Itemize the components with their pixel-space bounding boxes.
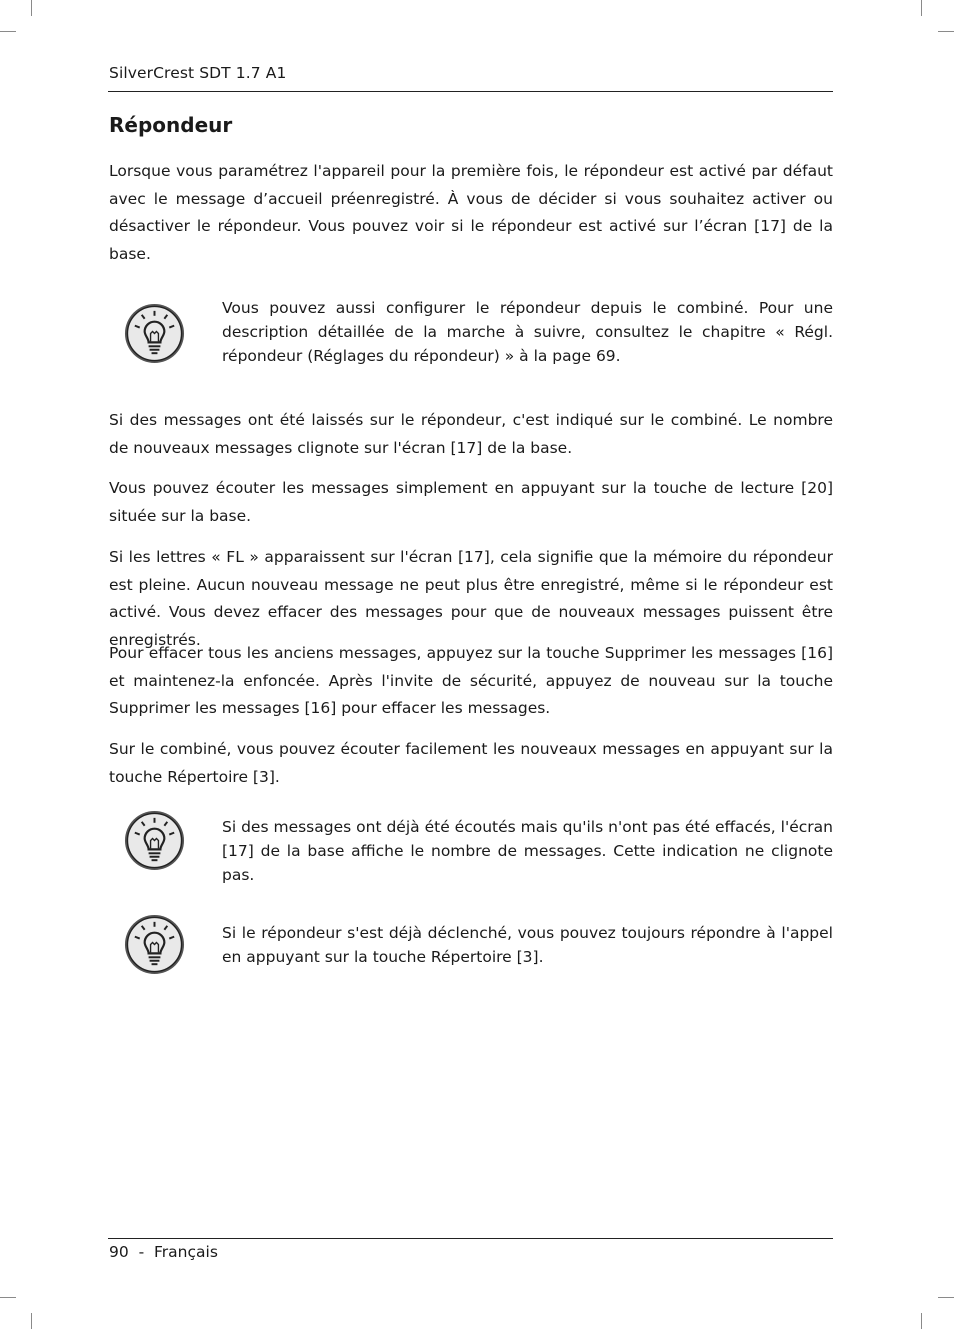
crop-mark [938, 1297, 954, 1298]
crop-mark [938, 31, 954, 32]
body-paragraph: Lorsque vous paramétrez l'appareil pour la première fois, le répondeur est activé par défaut avec le message d’accueil préenregistré. À vous de décider si vous souhaitez activer ou désactiver le répondeur. Vous pouvez voir si le répondeur est activé sur l’écran [17] de la base. [109, 162, 833, 263]
note-text: Si le répondeur s'est déjà déclenché, vous pouvez toujours répondre à l'appel en appuyant sur la touche Répertoire [3]. [222, 924, 833, 966]
crop-mark [0, 31, 16, 32]
header-rule [108, 91, 833, 92]
lightbulb-tip-icon [123, 913, 186, 976]
body-paragraph: Sur le combiné, vous pouvez écouter facilement les nouveaux messages en appuyant sur la touche Répertoire [3]. [109, 740, 833, 786]
crop-mark [31, 1313, 32, 1329]
body-paragraph: Vous pouvez écouter les messages simplement en appuyant sur la touche de lecture [20] située sur la base. [109, 479, 833, 525]
note-text: Vous pouvez aussi configurer le répondeur depuis le combiné. Pour une description détaillée de la marche à suivre, consultez le chapitre « Régl. répondeur (Réglages du répondeur) » à la page 69. [222, 299, 833, 365]
footer-rule [108, 1238, 833, 1239]
body-paragraph: Si les lettres « FL » apparaissent sur l'écran [17], cela signifie que la mémoire du répondeur est pleine. Aucun nouveau message ne peut plus être enregistré, même si le répondeur est activé. Vous devez effacer des messages pour que de nouveaux messages puissent être enregistrés. [109, 548, 833, 649]
body-paragraph: Si des messages ont été laissés sur le répondeur, c'est indiqué sur le combiné. Le nombre de nouveaux messages clignote sur l'écran [17] de la base. [109, 411, 833, 457]
note-text: Si des messages ont déjà été écoutés mais qu'ils n'ont pas été effacés, l'écran [17] de la base affiche le nombre de messages. Cette indication ne clignote pas. [222, 818, 833, 884]
running-header: SilverCrest SDT 1.7 A1 [109, 64, 287, 82]
lightbulb-tip-icon [123, 302, 186, 365]
page-footer: 90 - Français [109, 1243, 218, 1261]
section-title: Répondeur [109, 113, 233, 137]
crop-mark [921, 0, 922, 16]
body-paragraph: Pour effacer tous les anciens messages, appuyez sur la touche Supprimer les messages [16] et maintenez-la enfoncée. Après l'invite de sécurité, appuyez de nouveau sur la touche Supprimer les messages [16] pour effacer les messages. [109, 644, 833, 717]
lightbulb-tip-icon [123, 809, 186, 872]
crop-mark [31, 0, 32, 16]
crop-mark [921, 1313, 922, 1329]
crop-mark [0, 1297, 16, 1298]
